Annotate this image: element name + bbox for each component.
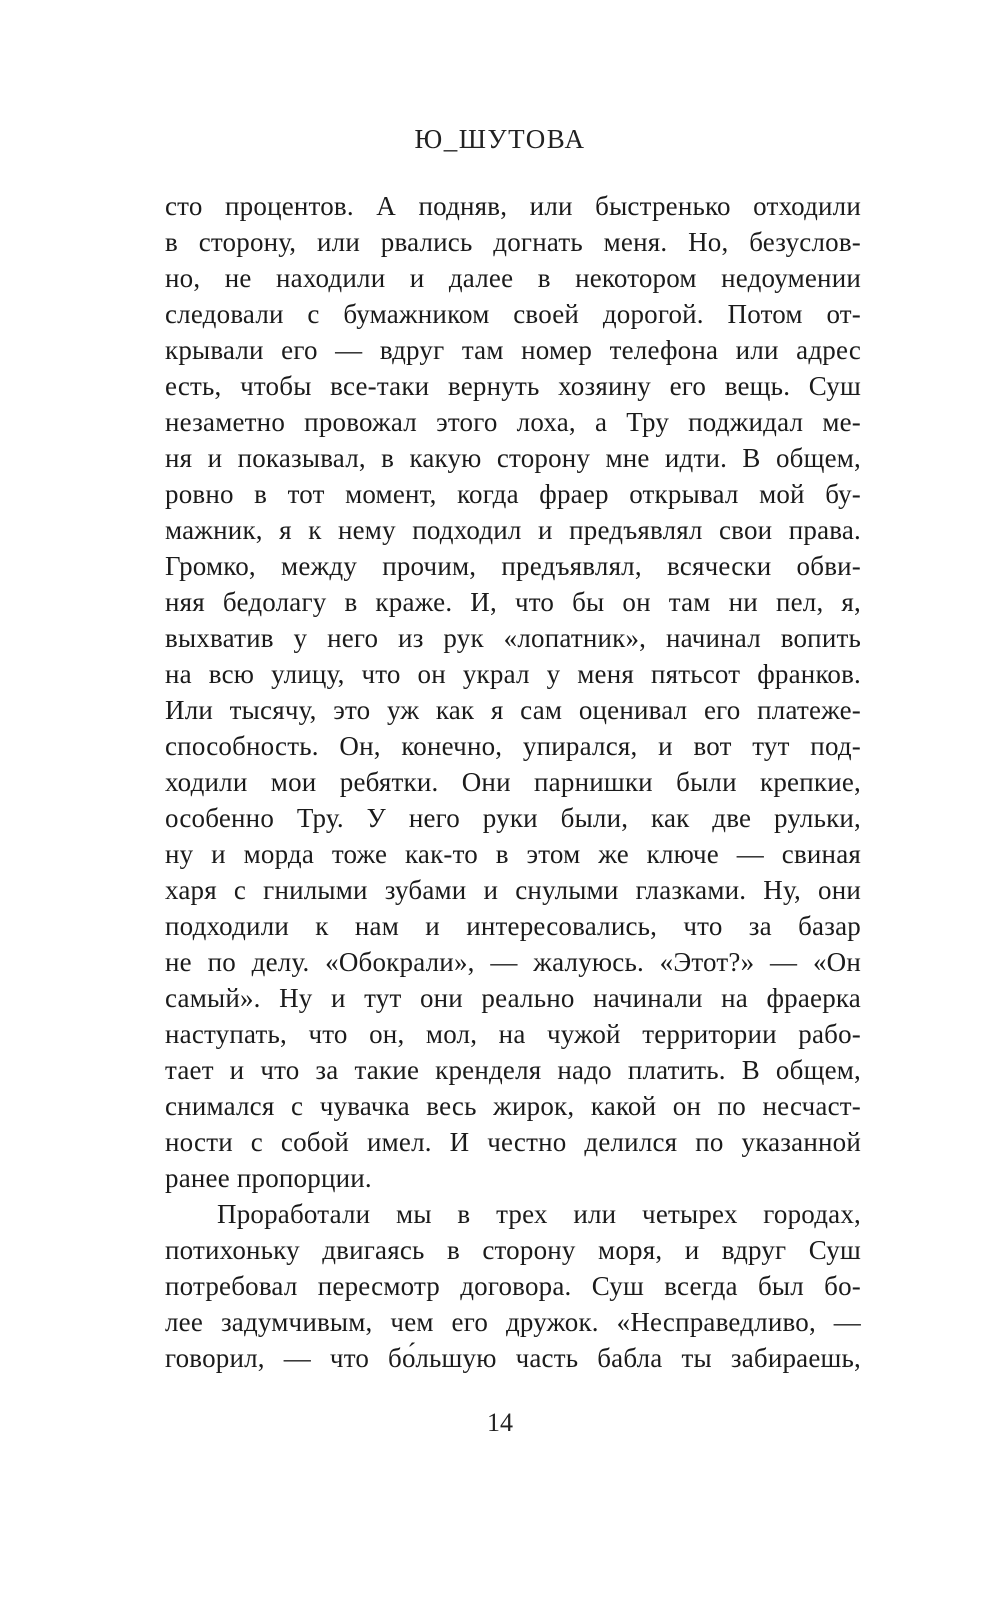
text-line: сто процентов. А подняв, или быстренько отходили — [165, 191, 861, 221]
text-line: следовали с бумажником своей дорогой. Потом от- — [165, 299, 861, 329]
text-line: ходили мои ребятки. Они парнишки были крепкие, — [165, 767, 861, 797]
text-line: крывали его — вдруг там номер телефона или адрес — [165, 335, 861, 365]
text-line: харя с гнилыми зубами и снулыми глазками. Ну, они — [165, 875, 861, 905]
text-line: особенно Тру. У него руки были, как две рульки, — [165, 803, 861, 833]
running-header: Ю_ШУТОВА — [414, 124, 586, 154]
text-line: ну и морда тоже как-то в этом же ключе — свиная — [165, 839, 861, 869]
page-number: 14 — [487, 1408, 513, 1437]
text-line: Громко, между прочим, предъявлял, всячески обви- — [165, 551, 861, 581]
text-line: подходили к нам и интересовались, что за базар — [165, 911, 861, 941]
paragraph — [165, 1196, 861, 1376]
text-line: потихоньку двигаясь в сторону моря, и вдруг Суш — [165, 1235, 861, 1265]
text-line: мажник, я к нему подходил и предъявлял свои права. — [165, 515, 861, 545]
paragraph — [165, 188, 861, 1196]
text-line: в сторону, или рвались догнать меня. Но, безуслов- — [165, 227, 861, 257]
text-line: наступать, что он, мол, на чужой территории рабо- — [165, 1019, 861, 1049]
text-line: снимался с чувачка весь жирок, какой он по несчаст- — [165, 1091, 861, 1121]
text-line: но, не находили и далее в некотором недоумении — [165, 263, 861, 293]
text-line: ранее пропорции. — [165, 1163, 372, 1193]
text-line: самый». Ну и тут они реально начинали на фраерка — [165, 983, 861, 1013]
text-line: ности с собой имел. И честно делился по указанной — [165, 1127, 861, 1157]
text-line: Или тысячу, это уж как я сам оценивал его платеже- — [165, 695, 861, 725]
text-line: няя бедолагу в краже. И, что бы он там ни пел, я, — [165, 587, 861, 617]
text-line: потребовал пересмотр договора. Суш всегда был бо- — [165, 1271, 861, 1301]
text-line: на всю улицу, что он украл у меня пятьсот франков. — [165, 659, 861, 689]
text-line: тает и что за такие кренделя надо платить. В общем, — [165, 1055, 861, 1085]
text-content — [165, 188, 861, 1376]
text-line: есть, чтобы все-таки вернуть хозяину его вещь. Суш — [165, 371, 861, 401]
text-line: говорил, — что бо́льшую часть бабла ты забираешь, — [165, 1343, 861, 1373]
text-line: ровно в тот момент, когда фраер открывал мой бу- — [165, 479, 861, 509]
text-line: способность. Он, конечно, упирался, и вот тут под- — [165, 731, 861, 761]
text-line: лее задумчивым, чем его дружок. «Несправедливо, — — [165, 1307, 861, 1337]
text-line: незаметно провожал этого лоха, а Тру поджидал ме- — [165, 407, 861, 437]
text-line: ня и показывал, в какую сторону мне идти. В общем, — [165, 443, 861, 473]
text-line: Проработали мы в трех или четырех городах, — [217, 1199, 861, 1229]
text-line: выхватив у него из рук «лопатник», начинал вопить — [165, 623, 861, 653]
text-line: не по делу. «Обокрали», — жалуюсь. «Этот?» — «Он — [165, 947, 861, 977]
